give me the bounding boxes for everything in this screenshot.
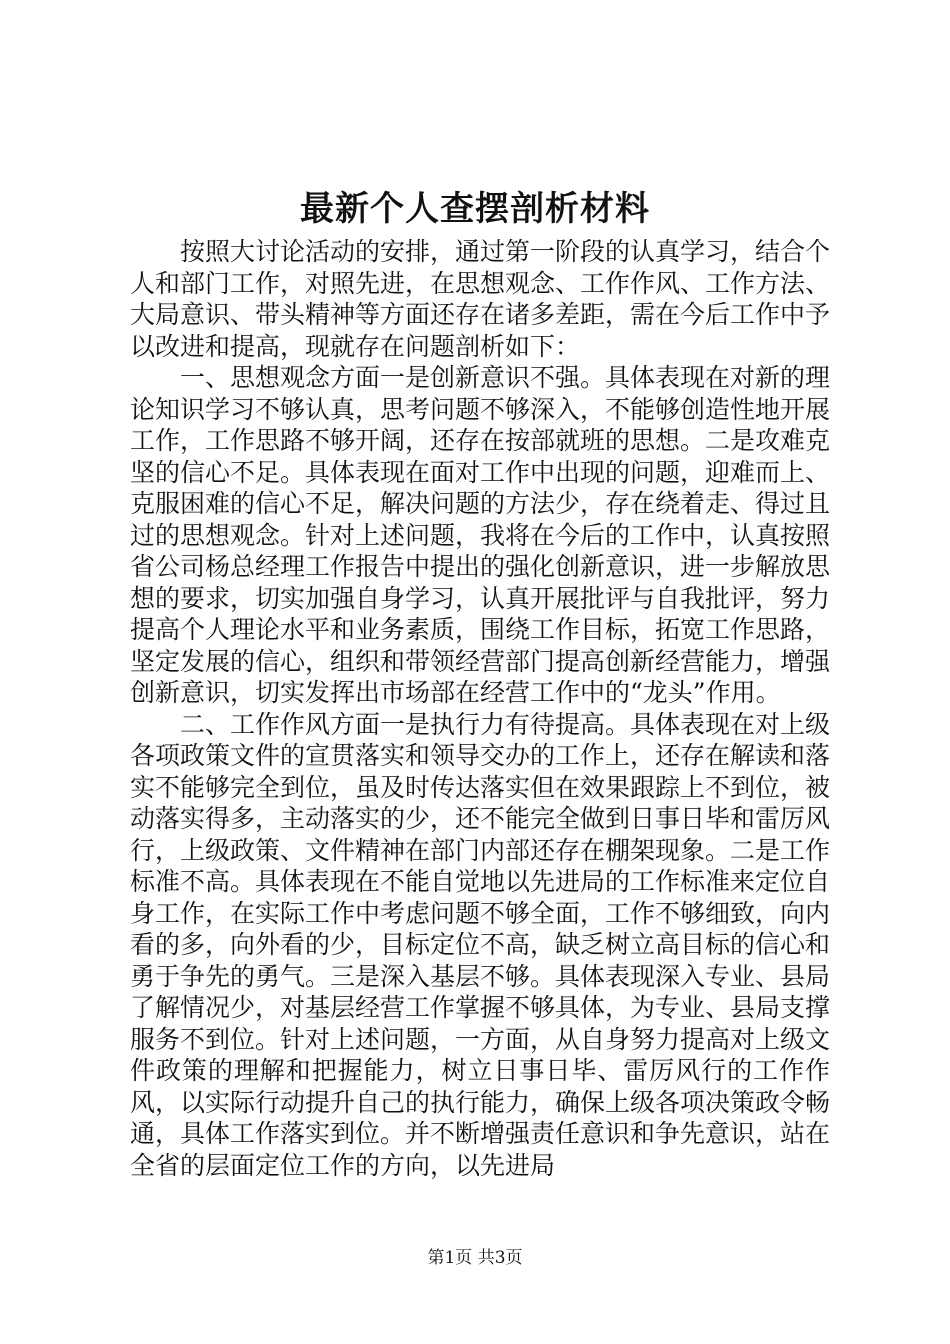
document-title: 最新个人查摆剖析材料 [300, 189, 650, 229]
paragraph-thinking: 一、思想观念方面一是创新意识不强。具体表现在对新的理论知识学习不够认真，思考问题不够深入，不能够创造性地开展工作，工作思路不够开阔，还存在按部就班的思想。二是攻难克坚的信心不足。具体表现在面对工作中出现的问题，迎难而上、克服困难的信心不足，解决问题的方法少，存在绕着走、得过且过的思想观念。针对上述问题，我将在今后的工作中，认真按照省公司杨总经理工作报告中提出的强化创新意识，进一步解放思想的要求，切实加强自身学习，认真开展批评与自我批评，努力提高个人理论水平和业务素质，围绕工作目标，拓宽工作思路，坚定发展的信心，组织和带领经营部门提高创新经营能力，增强创新意识，切实发挥出市场部在经营工作中的“龙头”作用。 [130, 363, 831, 707]
paragraph-intro: 按照大讨论活动的安排，通过第一阶段的认真学习，结合个人和部门工作，对照先进，在思想观念、工作作风、工作方法、大局意识、带头精神等方面还存在诸多差距，需在今后工作中予以改进和提高，现就存在问题剖析如下： [130, 237, 831, 361]
document-body [130, 236, 830, 1181]
page-number-footer: 第1页 共3页 [427, 1248, 523, 1268]
paragraph-work-style: 二、工作作风方面一是执行力有待提高。具体表现在对上级各项政策文件的宣贯落实和领导交办的工作上，还存在解读和落实不能够完全到位，虽及时传达落实但在效果跟踪上不到位，被动落实得多，主动落实的少，还不能完全做到日事日毕和雷厉风行，上级政策、文件精神在部门内部还存在棚架现象。二是工作标准不高。具体表现在不能自觉地以先进局的工作标准来定位自身工作，在实际工作中考虑问题不够全面，工作不够细致，向内看的多，向外看的少，目标定位不高，缺乏树立高目标的信心和勇于争先的勇气。三是深入基层不够。具体表现深入专业、县局了解情况少，对基层经营工作掌握不够具体，为专业、县局支撑服务不到位。针对上述问题，一方面，从自身努力提高对上级文件政策的理解和把握能力，树立日事日毕、雷厉风行的工作作风，以实际行动提升自己的执行能力，确保上级各项决策政令畅通，具体工作落实到位。并不断增强责任意识和争先意识，站在全省的层面定位工作的方向，以先进局 [130, 709, 831, 1180]
